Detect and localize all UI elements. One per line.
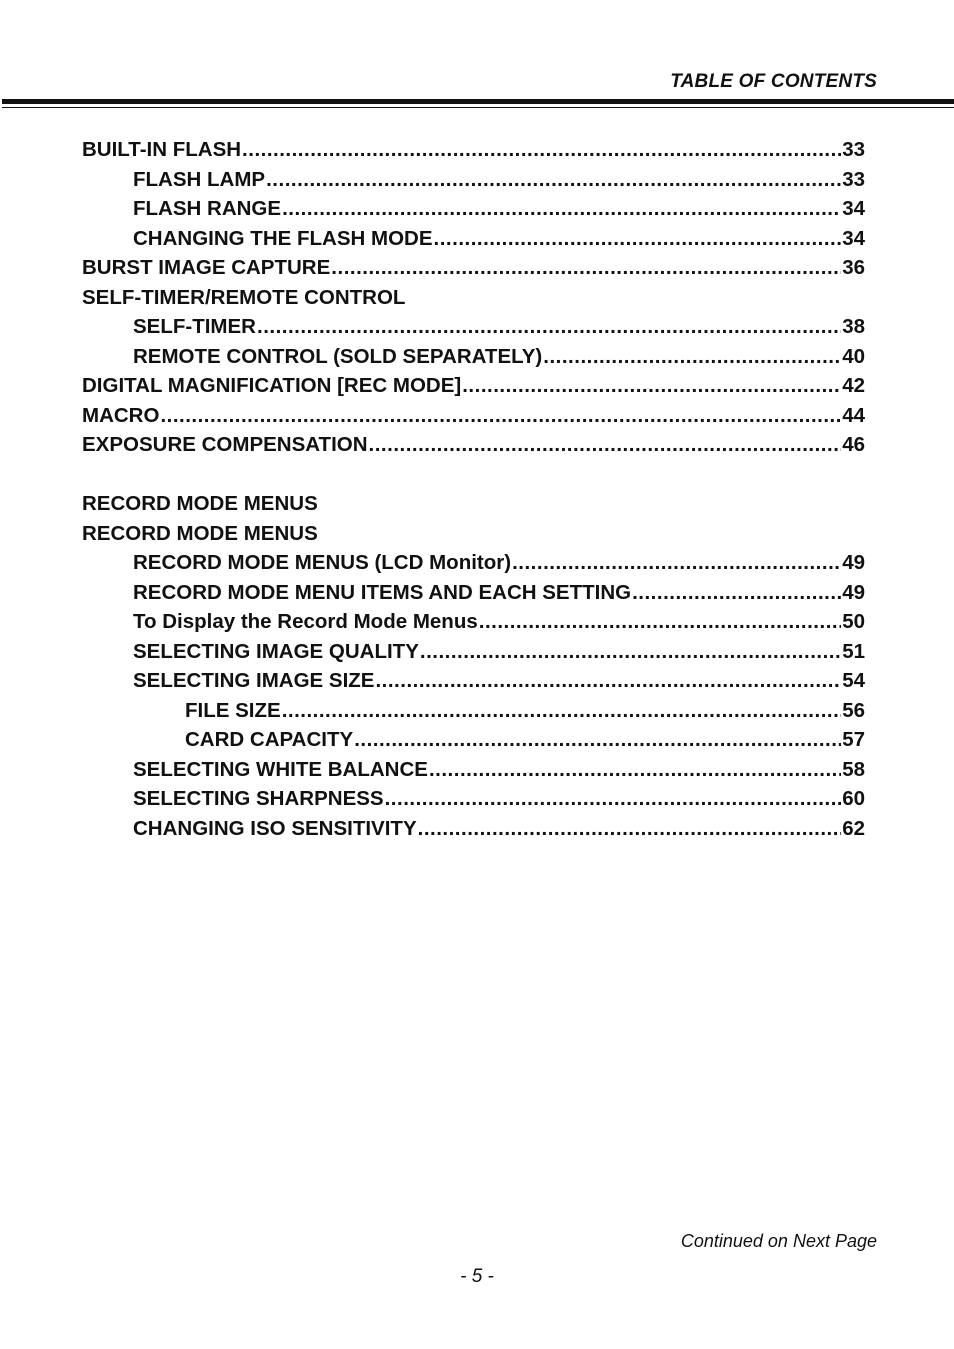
toc-entry-page: 44 bbox=[842, 403, 865, 427]
toc-entry-title: FLASH LAMP bbox=[133, 167, 266, 191]
toc-entry-title: SELECTING SHARPNESS bbox=[133, 787, 384, 810]
toc-dot-leader bbox=[331, 256, 841, 280]
toc-entry-title: To Display the Record Mode Menus bbox=[133, 610, 478, 633]
toc-entry bbox=[82, 699, 865, 729]
toc-entry-page: 62 bbox=[842, 816, 865, 840]
toc-dot-leader bbox=[418, 817, 842, 841]
toc-dot-leader bbox=[434, 227, 842, 251]
toc-entry-title: REMOTE CONTROL (SOLD SEPARATELY) bbox=[133, 344, 543, 368]
toc-entry-title: SELECTING IMAGE SIZE bbox=[133, 669, 375, 692]
toc-dot-leader bbox=[462, 374, 841, 398]
header-rule-thick bbox=[2, 99, 954, 104]
page-number: - 5 - bbox=[460, 1266, 494, 1287]
toc-dot-leader bbox=[375, 669, 841, 693]
toc-entry bbox=[82, 817, 865, 847]
toc-entry bbox=[82, 640, 865, 670]
toc-entry-title: BURST IMAGE CAPTURE bbox=[82, 256, 331, 279]
toc-dot-leader bbox=[385, 787, 842, 811]
toc-entry-page: 33 bbox=[842, 138, 865, 161]
toc-entry-title: BUILT-IN FLASH bbox=[82, 138, 242, 161]
table-of-contents bbox=[82, 138, 865, 846]
toc-entry bbox=[82, 610, 865, 640]
toc-entry bbox=[82, 492, 865, 522]
header-rule-thin bbox=[2, 107, 954, 108]
toc-entry-title: EXPOSURE COMPENSATION bbox=[82, 433, 368, 456]
toc-entry bbox=[82, 728, 865, 758]
toc-entry-title: CARD CAPACITY bbox=[185, 728, 354, 751]
toc-entry-page: 51 bbox=[842, 639, 865, 663]
toc-entry bbox=[82, 197, 865, 227]
toc-entry-page: 60 bbox=[842, 787, 865, 810]
toc-entry bbox=[82, 758, 865, 788]
toc-dot-leader bbox=[429, 758, 841, 782]
toc-entry bbox=[82, 669, 865, 699]
toc-entry-page: 49 bbox=[842, 580, 865, 604]
toc-entry-title: MACRO bbox=[82, 403, 160, 427]
toc-entry-title: SELF-TIMER/REMOTE CONTROL bbox=[82, 285, 406, 309]
toc-entry bbox=[82, 374, 865, 404]
toc-dot-leader bbox=[354, 728, 841, 752]
toc-dot-leader bbox=[479, 610, 841, 634]
toc-entry-title: FILE SIZE bbox=[185, 698, 281, 722]
toc-entry-page: 58 bbox=[842, 757, 865, 781]
toc-entry bbox=[82, 433, 865, 463]
toc-dot-leader bbox=[512, 551, 841, 575]
toc-entry-title: FLASH RANGE bbox=[133, 197, 282, 220]
toc-entry-title: RECORD MODE MENUS (LCD Monitor) bbox=[133, 551, 512, 574]
toc-entry-page: 42 bbox=[842, 374, 865, 397]
toc-spacer bbox=[82, 463, 865, 493]
toc-entry-title: SELECTING IMAGE QUALITY bbox=[133, 639, 419, 663]
toc-dot-leader bbox=[160, 404, 841, 428]
toc-entry-page: 34 bbox=[842, 226, 865, 250]
toc-entry bbox=[82, 404, 865, 434]
toc-entry bbox=[82, 345, 865, 375]
toc-entry-title: SELECTING WHITE BALANCE bbox=[133, 757, 428, 781]
toc-entry-page: 34 bbox=[842, 197, 865, 220]
toc-entry-title: CHANGING ISO SENSITIVITY bbox=[133, 816, 417, 840]
toc-entry-page: 57 bbox=[842, 728, 865, 751]
toc-entry-page: 33 bbox=[842, 167, 865, 191]
toc-dot-leader bbox=[420, 640, 841, 664]
toc-dot-leader bbox=[242, 138, 841, 162]
toc-dot-leader bbox=[257, 315, 841, 339]
toc-dot-leader bbox=[632, 581, 841, 605]
toc-entry bbox=[82, 227, 865, 257]
toc-entry bbox=[82, 581, 865, 611]
toc-entry-title: SELF-TIMER bbox=[133, 315, 256, 338]
toc-entry-title: DIGITAL MAGNIFICATION [REC MODE] bbox=[82, 374, 462, 397]
toc-entry bbox=[82, 551, 865, 581]
toc-entry-title: CHANGING THE FLASH MODE bbox=[133, 226, 433, 250]
toc-dot-leader bbox=[369, 433, 842, 457]
page-header-title: TABLE OF CONTENTS bbox=[670, 71, 877, 92]
toc-entry bbox=[82, 787, 865, 817]
toc-entry bbox=[82, 138, 865, 168]
toc-entry-page: 36 bbox=[842, 256, 865, 279]
toc-entry bbox=[82, 315, 865, 345]
toc-entry-page: 40 bbox=[842, 344, 865, 368]
toc-entry bbox=[82, 286, 865, 316]
toc-entry-page: 50 bbox=[842, 610, 865, 633]
toc-entry-title: RECORD MODE MENU ITEMS AND EACH SETTING bbox=[133, 580, 632, 604]
toc-entry-title: RECORD MODE MENUS bbox=[82, 492, 318, 515]
toc-dot-leader bbox=[266, 168, 841, 192]
toc-dot-leader bbox=[282, 699, 842, 723]
toc-entry-page: 56 bbox=[842, 698, 865, 722]
toc-entry-page: 38 bbox=[842, 315, 865, 338]
toc-entry-page: 54 bbox=[842, 669, 865, 692]
toc-entry-page: 49 bbox=[842, 551, 865, 574]
toc-entry bbox=[82, 522, 865, 552]
toc-entry bbox=[82, 256, 865, 286]
toc-entry bbox=[82, 168, 865, 198]
toc-entry-title: RECORD MODE MENUS bbox=[82, 521, 318, 545]
toc-entry-page: 46 bbox=[842, 433, 865, 456]
toc-dot-leader bbox=[282, 197, 841, 221]
toc-dot-leader bbox=[543, 345, 841, 369]
continued-note: Continued on Next Page bbox=[680, 1231, 877, 1251]
